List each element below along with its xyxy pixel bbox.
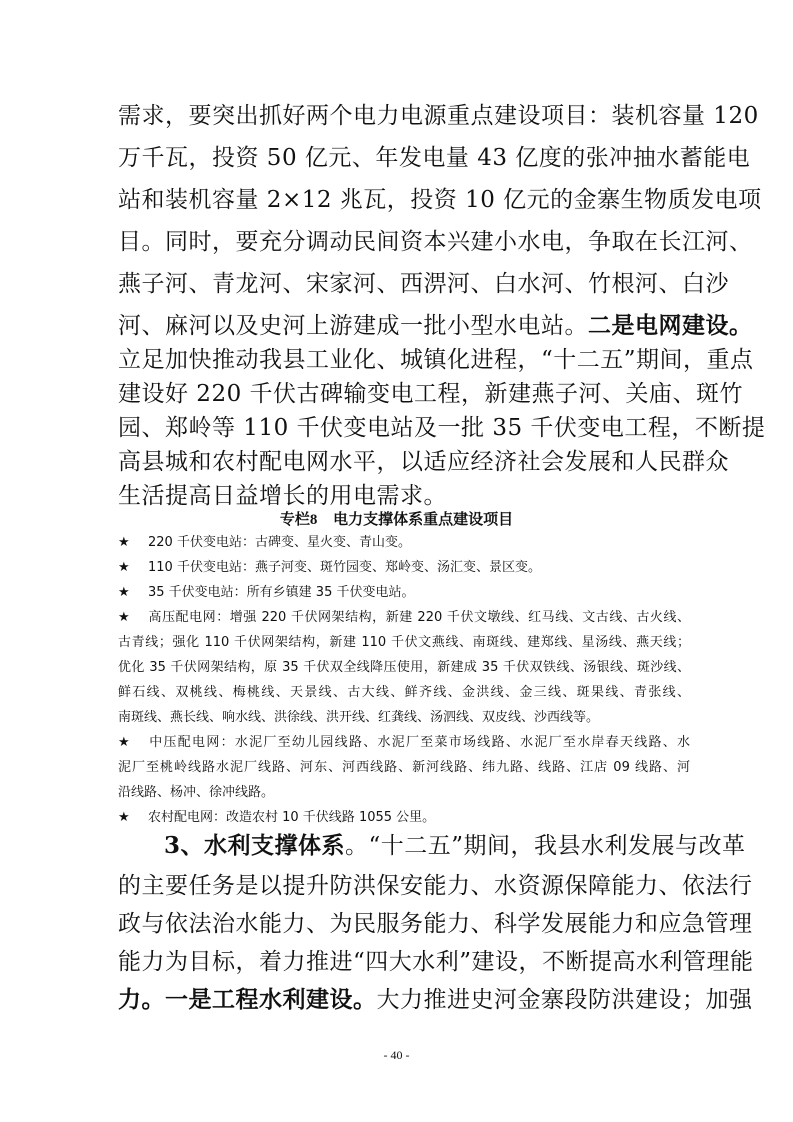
box-item [118,557,690,579]
star-icon: ★ [118,810,130,825]
star-icon: ★ [118,735,130,750]
box-item-text: 35 千伏变电站：所有乡镇建 35 千伏变电站。 [148,585,415,600]
paragraph-line [118,828,746,864]
box-item-continuation: 古青线；强化 110 千伏网架结构，新建 110 千伏文燕线、南斑线、建郑线、星汤线、燕天线； [118,635,690,650]
box-item [118,582,690,604]
paragraph-line: 万千瓦，投资 50 亿元、年发电量 43 亿度的张冲抽水蓄能电 [118,145,751,171]
box-item [118,532,690,554]
box-item-text: 220 千伏变电站：古碑变、星火变、青山变。 [148,535,411,550]
paragraph-line: 生活提高日益增长的用电需求。 [118,483,447,509]
star-icon: ★ [118,535,130,550]
box-item-text: 中压配电网：水泥厂至幼儿园线路、水泥厂至菜市场线路、水泥厂至水岸春天线路、水 [148,735,690,750]
bold-heading: 力。一是工程水利建设。 [118,986,377,1013]
star-icon: ★ [118,610,130,625]
box-title-prefix: 专栏 [279,510,310,528]
paragraph-line: 的主要任务是以提升防洪保安能力、水资源保障能力、依法行 [118,873,753,899]
box-item-text: 农村配电网：改造农村 10 千伏线路 1055 公里。 [148,810,436,825]
page-number: - 40 - [383,1048,410,1062]
bold-heading: 二是电网建设。 [588,312,753,339]
paragraph-text: 大力推进史河金寨段防洪建设；加强 [376,987,753,1013]
box-item-continuation: 泥厂至桃岭线路水泥厂线路、河东、河西线路、新河线路、纬九路、线路、江店 09 线路、河 [118,760,690,775]
box-item-continuation: 优化 35 千伏网架结构，原 35 千伏双全线降压使用，新建成 35 千伏双铁线、汤银线、斑沙线、 [118,660,690,675]
paragraph-line: 站和装机容量 2×12 兆瓦，投资 10 亿元的金寨生物质发电项 [118,187,762,213]
box-item-text: 110 千伏变电站：燕子河变、斑竹园变、郑岭变、汤汇变、景区变。 [148,560,541,575]
box-title-text: 电力支撑体系重点建设项目 [333,510,514,528]
paragraph-line: 高县城和农村配电网水平，以适应经济社会发展和人民群众 [118,449,729,475]
paragraph-line: 目。同时，要充分调动民间资本兴建小水电，争取在长江河、 [118,229,753,255]
paragraph-line: 需求，要突出抓好两个电力电源重点建设项目：装机容量 120 [118,103,759,129]
paragraph-line: 建设好 220 千伏古碑输变电工程，新建燕子河、关庙、斑竹 [118,381,744,407]
paragraph-line: 燕子河、青龙河、宋家河、西淠河、白水河、竹根河、白沙 [118,271,729,297]
box-item-continuation: 沿线路、杨冲、徐冲线路。 [118,785,275,800]
paragraph-text: 。“十二五”期间，我县水利发展与改革 [345,833,746,859]
box-item [118,732,690,754]
box-title-number: 8 [309,512,318,528]
star-icon: ★ [118,560,130,575]
box-item [118,807,690,829]
paragraph-text: 河、麻河以及史河上游建成一批小型水电站。 [118,313,588,339]
paragraph-line [118,982,753,1018]
box-item-continuation: 鲜石线、双桃线、梅桃线、天景线、古大线、鲜齐线、金洪线、金三线、斑果线、青张线、 [118,685,690,700]
paragraph-line: 能力为目标，着力推进“四大水利”建设，不断提高水利管理能 [118,949,754,975]
paragraph-line: 立足加快推动我县工业化、城镇化进程，“十二五”期间，重点 [118,347,754,373]
paragraph-line [118,308,753,344]
paragraph-line: 园、郑岭等 110 千伏变电站及一批 35 千伏变电工程，不断提 [118,415,766,441]
section-heading: 3、水利支撑体系 [164,832,346,859]
star-icon: ★ [118,585,130,600]
paragraph-line: 政与依法治水能力、为民服务能力、科学发展能力和应急管理 [118,911,753,937]
box-item [118,607,690,629]
box-item-continuation: 南斑线、燕长线、响水线、洪徐线、洪开线、红龚线、汤泗线、双皮线、沙西线等。 [118,710,600,725]
box-item-text: 高压配电网：增强 220 千伏网架结构，新建 220 千伏文墩线、红马线、文古线、古火线、 [148,610,690,625]
